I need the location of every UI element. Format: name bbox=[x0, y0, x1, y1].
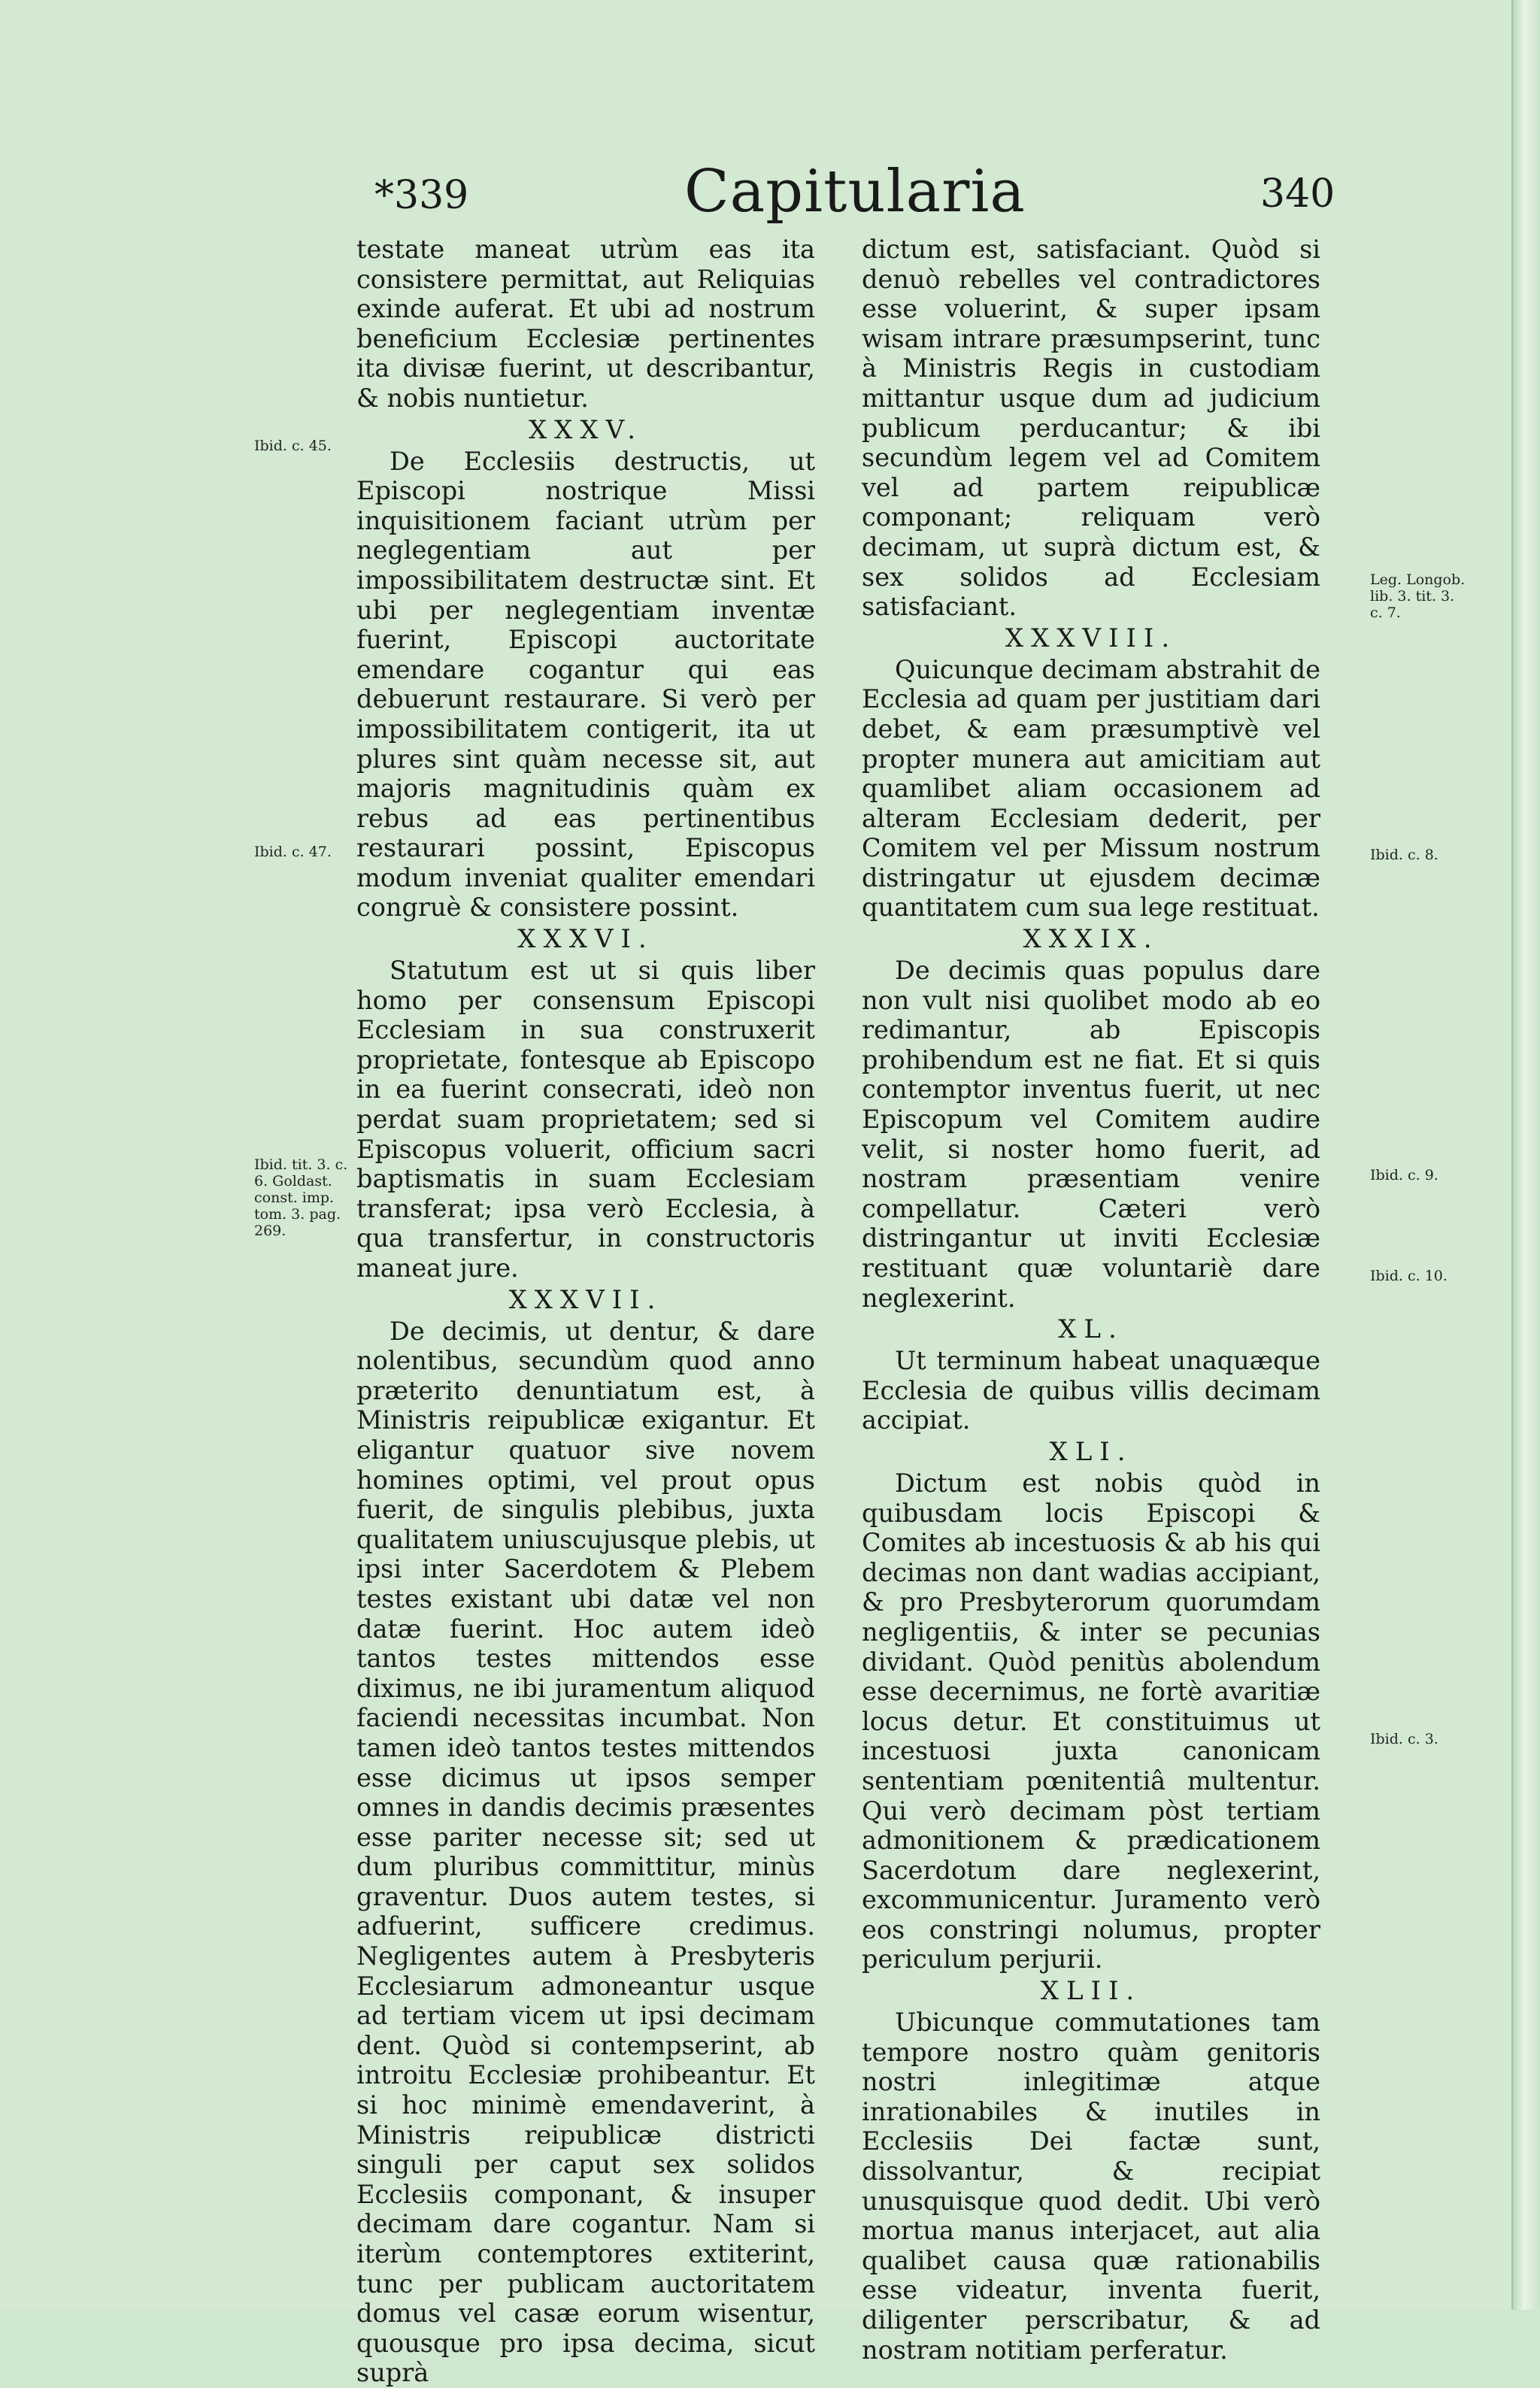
chapter-text: Quicunque decimam abstrahit de Ecclesia ad quam per justitiam dari debet, & eam præsumptivè vel propter munera aut amicitiam aut quamlibet aliam occasionem ad alteram Ecclesiam dederit, per Comitem vel per Missum nostrum distringatur ut ejusdem decimæ quantitatem cum sua lege restituat. bbox=[862, 654, 1320, 923]
chapter-text: Dictum est nobis quòd in quibusdam locis Episcopi & Comites ab incestuosis & ab his qui decimas non dant wadias accipiant, & pro Presbyterorum quorumdam negligentiis, & inter se pecunias dividant. Quòd penitùs abolendum esse decernimus, ne fortè avaritiæ locus detur. Et constituimus ut incestuosi juxta canonicam sententiam pœnitentiâ multentur. Qui verò decimam pòst tertiam admonitionem & prædicationem Sacerdotum dare neglexerint, excommunicentur. Juramento verò eos constringi nolumus, propter periculum perjurii. bbox=[862, 1468, 1320, 1974]
chapter-text: De decimis quas populus dare non vult nisi quolibet modo ab eo redimantur, ab Episcopis prohibendum est ne fiat. Et si quis contemptor inventus fuerit, ut nec Episcopum vel Comitem audire velit, si noster homo fuerit, ad nostram præsentiam venire compellatur. Cæteri verò distringantur ut inviti Ecclesiæ restituant quæ voluntariè dare neglexerint. bbox=[862, 956, 1320, 1313]
chapter-text: Ut terminum habeat unaquæque Ecclesia de quibus villis decimam accipiat. bbox=[862, 1346, 1320, 1435]
margin-note: Ibid. c. 45. bbox=[254, 438, 332, 454]
margin-note: Ibid. tit. 3. c. 6. Goldast. const. imp. tom. 3. pag. 269. bbox=[254, 1156, 348, 1239]
margin-note: Ibid. c. 10. bbox=[1370, 1268, 1448, 1284]
running-title: Capitularia bbox=[684, 158, 1026, 226]
left-column bbox=[356, 235, 815, 2388]
chapter-heading: XL. bbox=[1058, 1314, 1124, 1345]
right-column bbox=[862, 235, 1320, 2365]
page-number-right: 340 bbox=[1260, 171, 1335, 217]
paragraph-continued: dictum est, satisfaciant. Quòd si denuò rebelles vel contradictores esse voluerint, & super ipsam wisam intrare præsumpserint, tunc à Ministris Regis in custodiam mittantur usque dum ad judicium publicum perducantur; & ibi secundùm legem vel ad Comitem vel ad partem reipublicæ componant; reliquam verò decimam, ut suprà dictum est, & sex solidos ad Ecclesiam satisfaciant. bbox=[862, 235, 1320, 622]
page-number-left: *339 bbox=[374, 173, 469, 218]
margin-note: Ibid. c. 9. bbox=[1370, 1167, 1438, 1183]
chapter-text: Statutum est ut si quis liber homo per consensum Episcopi Ecclesiam in sua construxerit proprietate, fontesque ab Episcopo in ea fuerint consecrati, ideò non perdat suam proprietatem; sed si Episcopus voluerit, officium sacri baptismatis in suam Ecclesiam transferat; ipsa verò Ecclesia, à qua transfertur, in constructoris maneat jure. bbox=[356, 956, 815, 1283]
chapter-text: De decimis, ut dentur, & dare nolentibus, secundùm quod anno præterito denuntiatum est, à Ministris reipublicæ exigantur. Et eligantur quatuor sive novem homines optimi, vel prout opus fuerit, de singulis plebibus, juxta qualitatem uniuscujusque plebis, ut ipsi inter Sacerdotem & Plebem testes existant ubi datæ vel non datæ fuerint. Hoc autem ideò tantos testes mittendos esse diximus, ne ibi juramentum aliquod faciendi necessitas incumbat. Non tamen ideò tantos testes mittendos esse dicimus ut ipsos semper omnes in dandis decimis præsentes esse pariter necesse sit; sed ut dum pluribus committitur, minùs graventur. Duos autem testes, si adfuerint, sufficere credimus. Negligentes autem à Presbyteris Ecclesiarum admoneantur usque ad tertiam vicem ut ipsi decimam dent. Quòd si contempserint, ab introitu Ecclesiæ prohibeantur. Et si hoc minimè emendaverint, à Ministris reipublicæ districti singuli per caput sex solidos Ecclesiis componant, & insuper decimam dare cogantur. Nam si iterùm contemptores extiterint, tunc per publicam auctoritatem domus vel casæ eorum wisentur, quousque pro ipsa decima, sicut suprà bbox=[356, 1316, 815, 2388]
margin-note: Ibid. c. 47. bbox=[254, 844, 332, 860]
paragraph-continued: testate maneat utrùm eas ita consistere permittat, aut Reliquias exinde auferat. Et ubi ad nostrum beneficium Ecclesiæ pertinentes ita divisæ fuerint, ut describantur, & nobis nuntietur. bbox=[356, 235, 815, 413]
chapter-heading: XLI. bbox=[1049, 1436, 1133, 1467]
chapter-heading: XXXV. bbox=[528, 414, 644, 445]
chapter-heading: XXXIX. bbox=[1023, 924, 1160, 955]
margin-note: Ibid. c. 8. bbox=[1370, 847, 1438, 863]
chapter-text: Ubicunque commutationes tam tempore nostro quàm genitoris nostri inlegitimæ atque inrationabiles & inutiles in Ecclesiis Dei factæ sunt, dissolvantur, & recipiat unusquisque quod dedit. Ubi verò mortua manus interjacet, aut alia qualibet causa quæ rationabilis esse videatur, inventa fuerit, diligenter perscribatur, & ad nostram notitiam perferatur. bbox=[862, 2008, 1320, 2365]
chapter-heading: XXXVI. bbox=[517, 924, 654, 955]
margin-note: Leg. Longob. lib. 3. tit. 3. c. 7. bbox=[1370, 571, 1466, 621]
page-edge bbox=[1511, 0, 1540, 2310]
chapter-heading: XLII. bbox=[1040, 1976, 1142, 2007]
margin-note: Ibid. c. 3. bbox=[1370, 1731, 1438, 1747]
chapter-heading: XXXVIII. bbox=[1005, 623, 1178, 653]
chapter-text: De Ecclesiis destructis, ut Episcopi nostrique Missi inquisitionem faciant utrùm per neglegentiam aut per impossibilitatem destructæ sint. Et ubi per neglegentiam inventæ fuerint, Episcopi auctoritate emendare cogantur qui eas debuerunt restaurare. Si verò per impossibilitatem contigerit, ita ut plures sint quàm necesse sit, aut majoris magnitudinis quàm ex rebus ad eas pertinentibus restaurari possint, Episcopus modum inveniat qualiter emendari congruè & consistere possint. bbox=[356, 446, 815, 923]
page-header bbox=[0, 158, 1511, 226]
chapter-heading: XXXVII. bbox=[508, 1284, 663, 1315]
